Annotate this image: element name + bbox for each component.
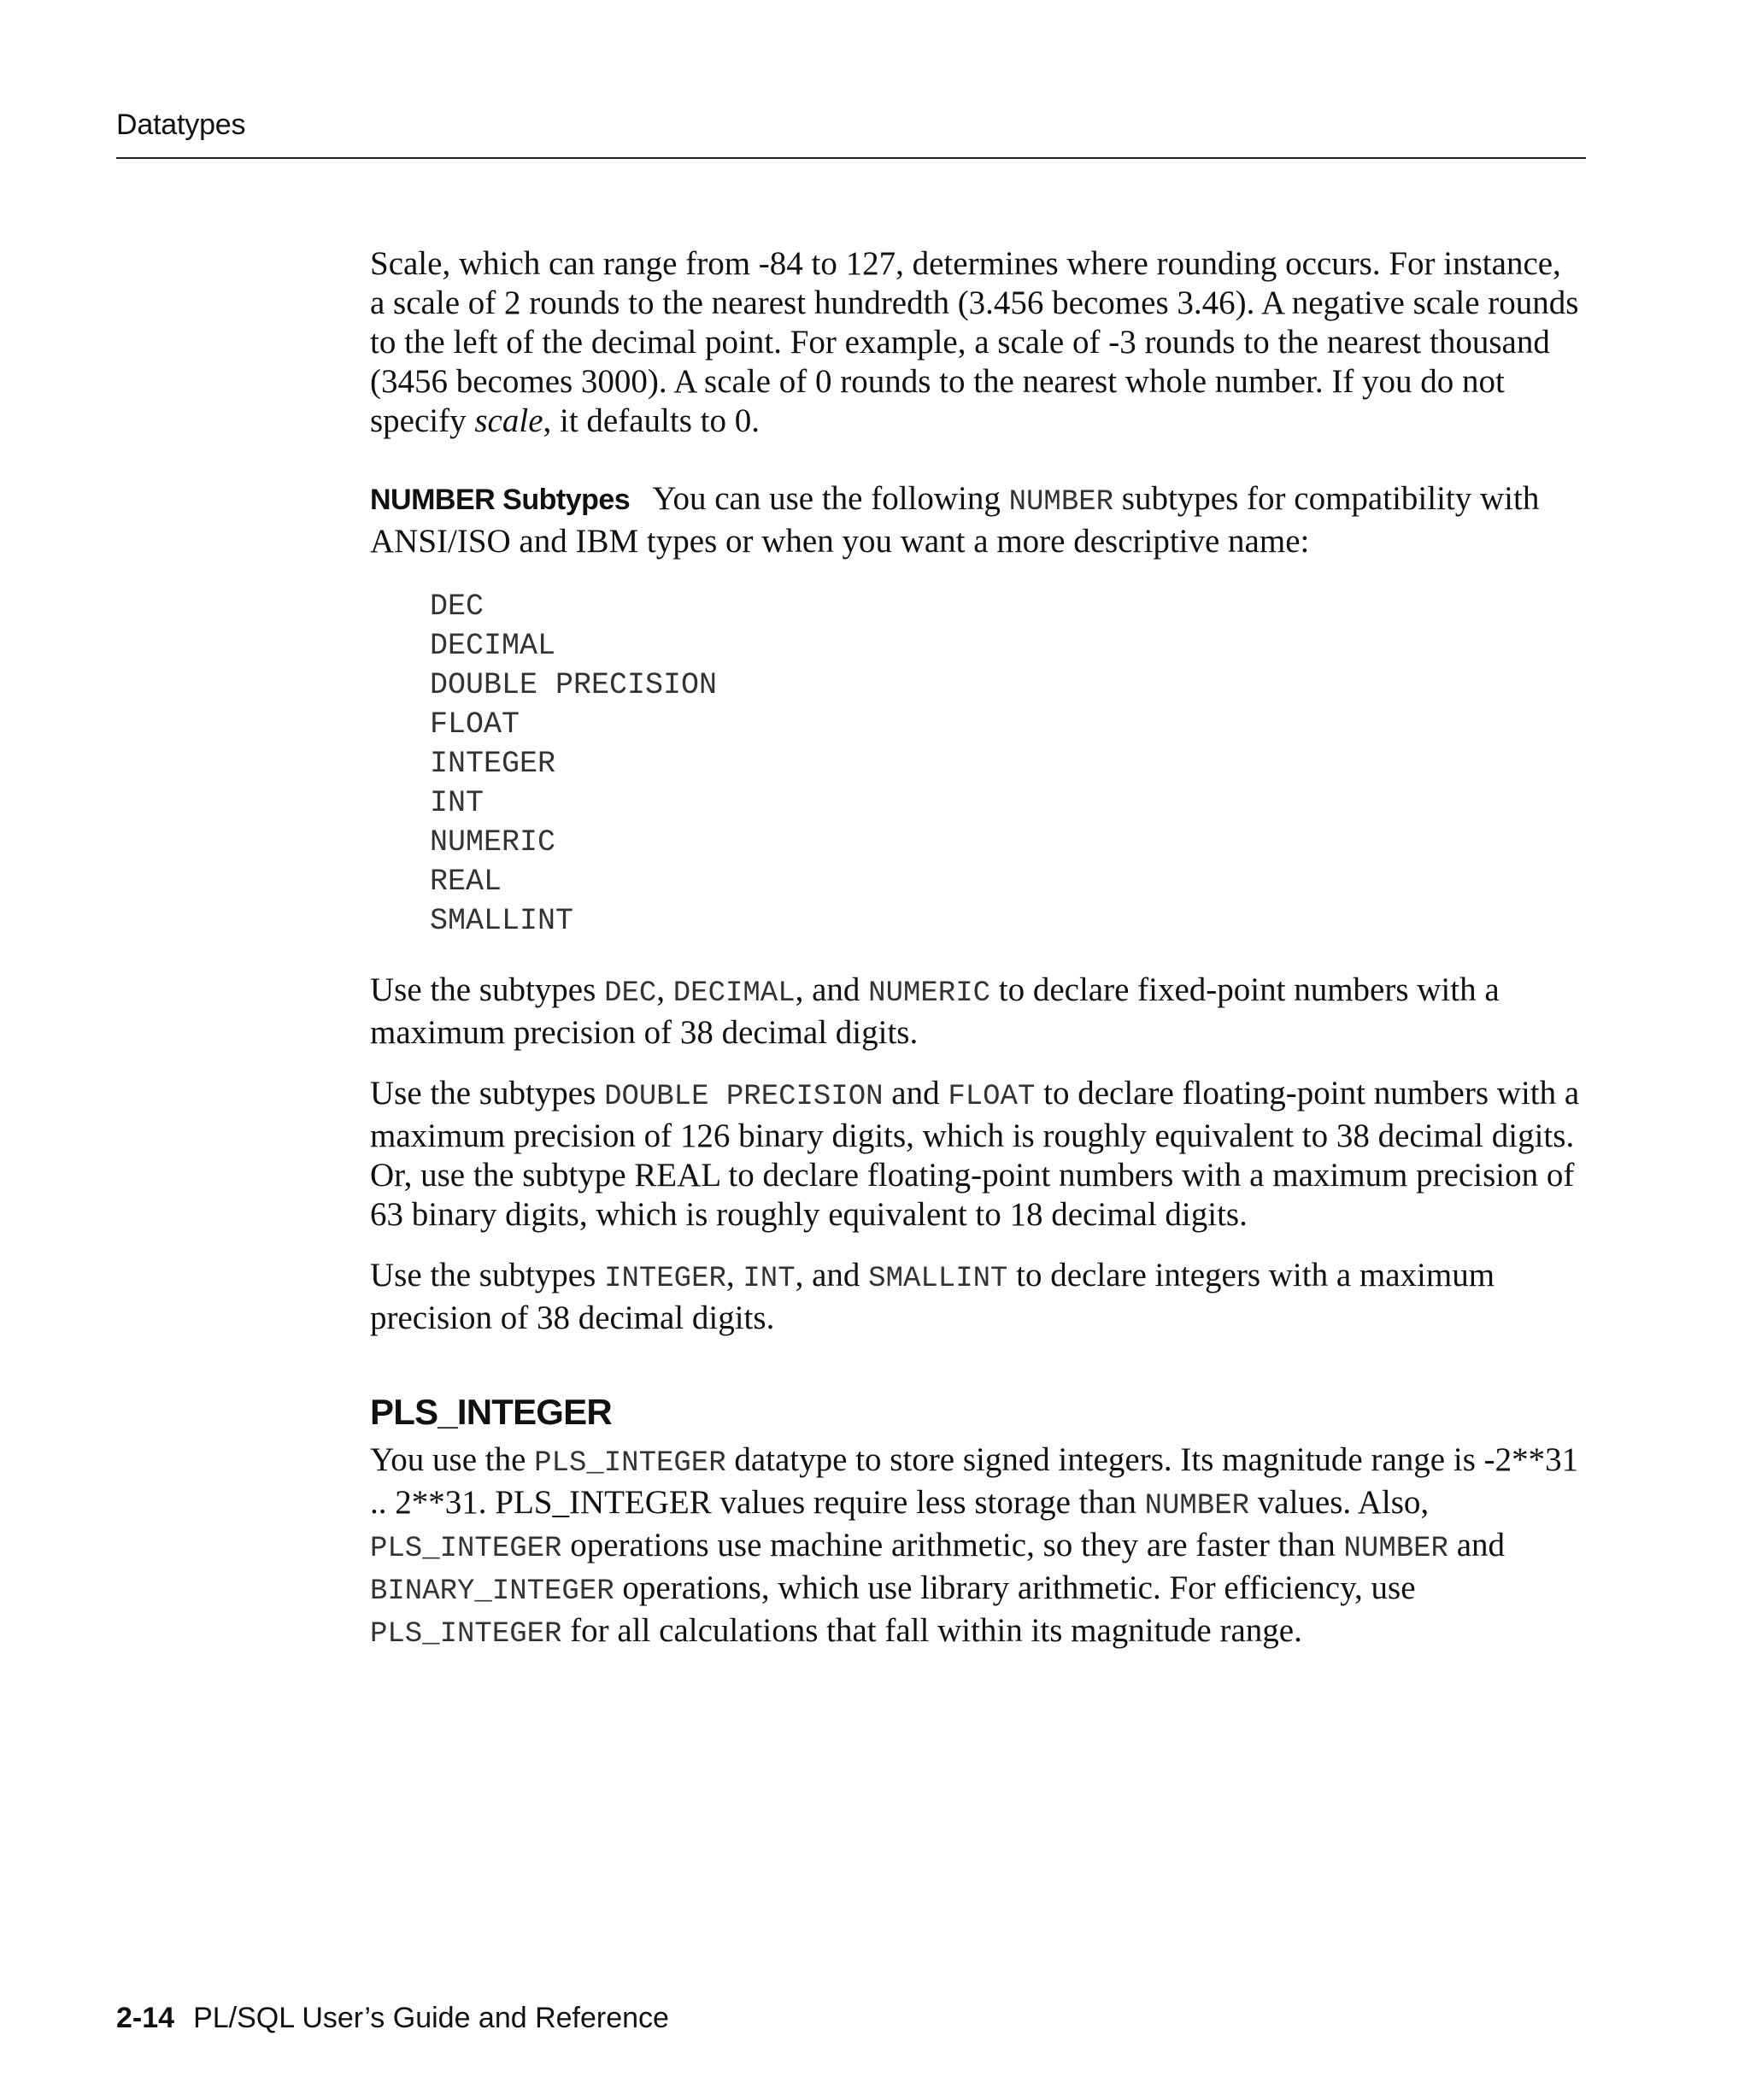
code-double-precision: DOUBLE PRECISION xyxy=(604,1081,884,1113)
scale-emphasis: scale xyxy=(474,402,543,439)
subtype-decimal: DECIMAL xyxy=(430,629,556,663)
number-subtypes-intro: You can use the following xyxy=(652,480,1009,517)
code-pls-integer: PLS_INTEGER xyxy=(370,1618,562,1651)
subtype-integer: INTEGER xyxy=(430,747,556,781)
pls-integer-paragraph xyxy=(370,1440,1583,1654)
fixed-point-text: , xyxy=(656,971,673,1008)
subtype-real: REAL xyxy=(430,865,502,899)
integer-text: , and xyxy=(795,1257,869,1293)
scale-paragraph xyxy=(370,244,1583,441)
page-body xyxy=(370,244,1583,1654)
code-number: NUMBER xyxy=(1343,1533,1448,1565)
floating-point-text: to declare floating-point numbers with a maximum precision of 126 binary digits, which is roughly equivalent to 38 decimal digits. Or, use the subtype REAL to declare floating-point numbers with a maximum precision of 63 binary digits, which is roughly equivalent to 18 decimal digits. xyxy=(370,1075,1580,1233)
pls-integer-heading: PLS_INTEGER xyxy=(370,1392,612,1432)
pls-integer-text: You use the xyxy=(370,1441,535,1478)
running-header-title: Datatypes xyxy=(116,109,246,141)
floating-point-text: Use the subtypes xyxy=(370,1075,605,1112)
integer-text: Use the subtypes xyxy=(370,1257,605,1293)
subtype-double-precision: DOUBLE PRECISION xyxy=(430,668,718,702)
subtype-dec: DEC xyxy=(430,590,484,624)
pls-integer-text: for all calculations that fall within its magnitude range. xyxy=(561,1612,1302,1649)
page-number: 2-14 xyxy=(116,2002,175,2034)
code-pls-integer: PLS_INTEGER xyxy=(370,1533,562,1565)
number-subtypes-intro-end: subtypes for compatibility with ANSI/ISO and IBM types or when you want a more descriptive name: xyxy=(370,480,1540,560)
code-integer: INTEGER xyxy=(604,1263,726,1295)
subtype-smallint: SMALLINT xyxy=(430,904,574,938)
fixed-point-text: to declare fixed-point numbers with a maximum precision of 38 decimal digits. xyxy=(370,971,1500,1051)
subtype-numeric: NUMERIC xyxy=(430,825,556,859)
number-subtypes-list xyxy=(430,587,1583,941)
fixed-point-text: , and xyxy=(795,971,869,1008)
scale-text-end: , it defaults to 0. xyxy=(543,402,760,439)
integer-text: , xyxy=(725,1257,743,1293)
scale-text: Scale, which can range from -84 to 127, determines where rounding occurs. For instance, a scale of 2 rounds to the nearest hundredth (3.456 becomes 3.46). A negative scale rounds to the left of the decimal point. For example, a scale of -3 rounds to the nearest thousand (3456 becomes 3000). A scale of 0 rounds to the nearest whole number. If you do not specify xyxy=(370,245,1579,439)
subtype-int: INT xyxy=(430,786,484,820)
code-pls-integer: PLS_INTEGER xyxy=(534,1447,726,1480)
floating-point-paragraph xyxy=(370,1074,1583,1235)
page-header xyxy=(116,108,1586,159)
integer-paragraph xyxy=(370,1256,1583,1338)
page-footer xyxy=(116,2001,669,2035)
number-subtypes-heading: NUMBER Subtypes xyxy=(370,484,631,516)
number-subtypes-paragraph xyxy=(370,479,1583,561)
integer-text: to declare integers with a maximum precision of 38 decimal digits. xyxy=(370,1257,1495,1336)
fixed-point-paragraph xyxy=(370,971,1583,1053)
code-number: NUMBER xyxy=(1144,1490,1250,1522)
fixed-point-text: Use the subtypes xyxy=(370,971,605,1008)
pls-integer-text: values. Also, xyxy=(1249,1484,1430,1521)
subtype-float: FLOAT xyxy=(430,707,520,742)
pls-integer-text: operations use machine arithmetic, so they are faster than xyxy=(561,1527,1344,1563)
pls-integer-text: operations, which use library arithmetic. For efficiency, use xyxy=(614,1569,1416,1606)
number-code: NUMBER xyxy=(1008,486,1114,519)
code-smallint: SMALLINT xyxy=(868,1263,1008,1295)
code-decimal: DECIMAL xyxy=(672,977,796,1010)
code-binary-integer: BINARY_INTEGER xyxy=(370,1575,614,1608)
code-int: INT xyxy=(743,1263,796,1295)
book-title: PL/SQL User’s Guide and Reference xyxy=(193,2002,669,2034)
code-float: FLOAT xyxy=(948,1081,1036,1113)
code-numeric: NUMERIC xyxy=(868,977,990,1010)
pls-integer-text: and xyxy=(1448,1527,1505,1563)
code-dec: DEC xyxy=(604,977,657,1010)
floating-point-text: and xyxy=(883,1075,948,1112)
pls-integer-text: datatype to store signed integers. Its magnitude range is -2**31 .. 2**31. PLS_INTEGER values require less storage than xyxy=(370,1441,1579,1521)
